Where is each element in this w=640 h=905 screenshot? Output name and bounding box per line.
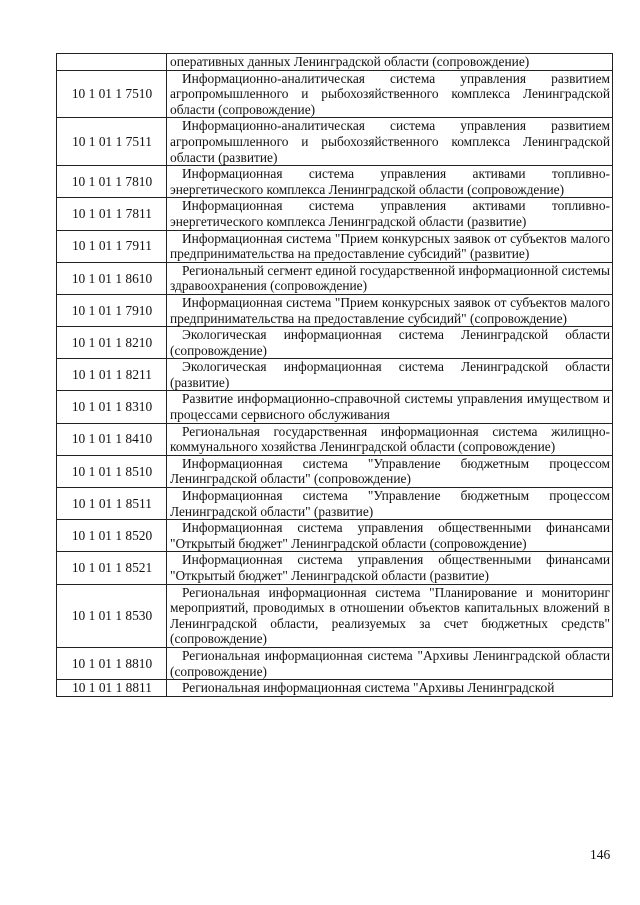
row-code: 10 1 01 1 8530 — [57, 584, 167, 647]
row-code: 10 1 01 1 7911 — [57, 230, 167, 262]
row-name: Региональная государственная информационная система жилищно-коммунального хозяйства Ленинградской области (сопровождение) — [167, 423, 613, 455]
page-number: 146 — [590, 847, 611, 862]
row-code: 10 1 01 1 7910 — [57, 294, 167, 326]
table-row — [57, 584, 613, 647]
table-row — [57, 647, 613, 679]
table-row — [57, 262, 613, 294]
row-name: Информационная система "Прием конкурсных заявок от субъектов малого предпринимательства на предоставление субсидий" (развитие) — [167, 230, 613, 262]
row-name: Информационная система "Прием конкурсных заявок от субъектов малого предпринимательства на предоставление субсидий" (сопровождение) — [167, 294, 613, 326]
row-name: Региональная информационная система "Планирование и мониторинг мероприятий, проводимых в отношении объектов капитальных вложений в Ленинградской области, реализуемых за счет бюджетных средств" (сопровождение) — [167, 584, 613, 647]
table-row — [57, 680, 613, 697]
row-code: 10 1 01 1 8610 — [57, 262, 167, 294]
row-code — [57, 54, 167, 71]
table-row — [57, 520, 613, 552]
row-code: 10 1 01 1 8811 — [57, 680, 167, 697]
table-row — [57, 455, 613, 487]
row-name: Региональная информационная система "Архивы Ленинградской области (сопровождение) — [167, 647, 613, 679]
table-row — [57, 391, 613, 423]
table-row — [57, 118, 613, 166]
row-name: Региональная информационная система "Архивы Ленинградской — [167, 680, 613, 697]
table-row — [57, 423, 613, 455]
row-code: 10 1 01 1 8521 — [57, 552, 167, 584]
table-row — [57, 488, 613, 520]
row-name: Информационно-аналитическая система управления развитием агропромышленного и рыбохозяйственного комплекса Ленинградской области (развитие) — [167, 118, 613, 166]
row-name: Экологическая информационная система Ленинградской области (сопровождение) — [167, 327, 613, 359]
row-name: Информационная система управления общественными финансами "Открытый бюджет" Ленинградской области (развитие) — [167, 552, 613, 584]
row-name: Информационная система управления активами топливно-энергетического комплекса Ленинградской области (сопровождение) — [167, 166, 613, 198]
row-code: 10 1 01 1 7810 — [57, 166, 167, 198]
row-code: 10 1 01 1 7511 — [57, 118, 167, 166]
row-name: Информационная система управления активами топливно-энергетического комплекса Ленинградской области (развитие) — [167, 198, 613, 230]
row-name: Развитие информационно-справочной системы управления имуществом и процессами сервисного обслуживания — [167, 391, 613, 423]
table-row — [57, 359, 613, 391]
row-name: Экологическая информационная система Ленинградской области (развитие) — [167, 359, 613, 391]
budget-codes-table — [56, 53, 613, 697]
row-code: 10 1 01 1 8810 — [57, 647, 167, 679]
table-row — [57, 552, 613, 584]
row-name: оперативных данных Ленинградской области (сопровождение) — [167, 54, 613, 71]
table-row — [57, 166, 613, 198]
table-row — [57, 70, 613, 118]
row-code: 10 1 01 1 7811 — [57, 198, 167, 230]
row-name: Информационная система "Управление бюджетным процессом Ленинградской области" (развитие) — [167, 488, 613, 520]
table-row — [57, 294, 613, 326]
table-row — [57, 230, 613, 262]
row-code: 10 1 01 1 8210 — [57, 327, 167, 359]
row-name: Региональный сегмент единой государственной информационной системы здравоохранения (сопровождение) — [167, 262, 613, 294]
row-code: 10 1 01 1 8520 — [57, 520, 167, 552]
row-name: Информационная система управления общественными финансами "Открытый бюджет" Ленинградской области (сопровождение) — [167, 520, 613, 552]
row-code: 10 1 01 1 8211 — [57, 359, 167, 391]
row-code: 10 1 01 1 8310 — [57, 391, 167, 423]
table-row — [57, 54, 613, 71]
row-code: 10 1 01 1 8410 — [57, 423, 167, 455]
row-name: Информационная система "Управление бюджетным процессом Ленинградской области" (сопровождение) — [167, 455, 613, 487]
row-code: 10 1 01 1 8511 — [57, 488, 167, 520]
table-row — [57, 198, 613, 230]
row-code: 10 1 01 1 8510 — [57, 455, 167, 487]
table-row — [57, 327, 613, 359]
row-name: Информационно-аналитическая система управления развитием агропромышленного и рыбохозяйственного комплекса Ленинградской области (сопровождение) — [167, 70, 613, 118]
row-code: 10 1 01 1 7510 — [57, 70, 167, 118]
